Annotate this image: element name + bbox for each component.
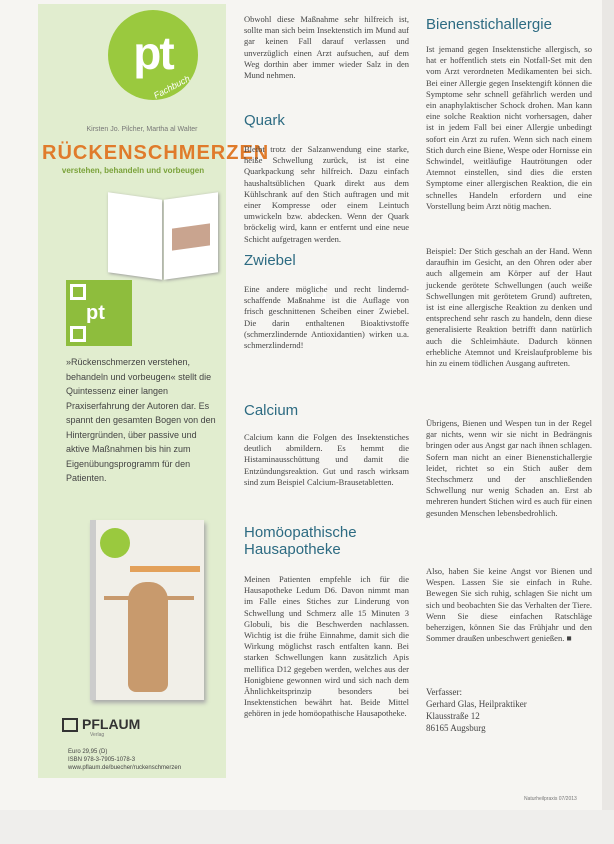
price: Euro 29,95 (D) — [68, 749, 108, 755]
paragraph-quark: Bleibt trotz der Salzanwendung eine starke, heiße Schwellung zurück, ist ist eine Quarkpackung sehr hilfreich. Dazu einfach haushaltsüblichen Quark direkt aus dem Kühlschrank auf den Stich auftragen und mit einer Kompresse oder einem Leintuch umwickeln bzw. abdecken. Wenn der Quark bröckelig wird, kann er entfernt und eine neue Schicht aufgetragen werden. — [244, 144, 409, 244]
paragraph-homoeopathie: Meinen Patienten empfehle ich für die Hausapotheke Ledum D6. Davon nimmt man im Falle eines Stiches zur Linderung von Schwellung und Schmerz alle 15 Minuten 3 Globuli, bis die Beschwerden nachlassen. Wichtig ist die frühe Einnahme, damit sich die Wirkung möglichst rasch entfalten kann. Bei starken Schwellungen kann zusätzlich Apis mellifica D12 gegeben werden, welches aus der Honigbiene gewonnen wird und sich nach dem Ähnlichkeitsprinzip besonders bei Insektenstichen bewährt hat. Beide Mittel gehören in jede homöopathische Hausapotheke. — [244, 574, 409, 719]
logo-text: pt — [133, 27, 173, 79]
book-cover-image — [90, 520, 204, 700]
intro-paragraph: Obwohl diese Maßnahme sehr hilfreich ist, sollte man sich beim Insektenstich im Mund auf gar keinen Fall darauf verlassen und unverzüglich einen Arzt aufsuchen, auf dem Weg dorthin aber immer wieder Salz in den Mund nehmen. — [244, 14, 409, 81]
qr-label: pt — [86, 302, 105, 324]
author-street: Klausstraße 12 — [426, 711, 480, 721]
heading-calcium: Calcium — [244, 402, 299, 419]
book-url[interactable]: www.pflaum.de/buecher/ruckenschmerzen — [68, 765, 182, 771]
heading-homoeopathie: Homöopathische Hausapotheke — [244, 524, 357, 558]
heading-quark: Quark — [244, 112, 285, 129]
book-title: RÜCKENSCHMERZEN — [42, 142, 270, 164]
author-block — [426, 686, 592, 734]
book-info — [68, 748, 228, 772]
author-name: Gerhard Glas, Heilpraktiker — [426, 699, 527, 709]
logo-subtext: Fachbuch — [151, 73, 192, 101]
isbn: ISBN 978-3-7905-1078-3 — [68, 757, 136, 763]
publisher-name: PFLAUM — [82, 716, 141, 732]
pt-logo — [108, 10, 198, 100]
author-label: Verfasser: — [426, 687, 462, 697]
page-edge-shadow — [0, 810, 614, 844]
paragraph-bienenstichallergie: Ist jemand gegen Insektenstiche allergisch, so hat er hoffentlich stets ein Notfall-Set mit den vom Arzt verordneten Medikamenten bei sich. Bei einer Allergie gegen Insektengift können die Symptome sehr schnell gefährlich werden und ein anaphylaktischer Schock drohen. Man kann eine solche Reaktion nicht vorhersagen, daher ist in jedem Fall bei einer Allergie unbedingt sofort ein Arzt zu rufen. Wenn sich nach einem Stich durch eine Biene, Wespe oder Hornisse ein Schwindel, weitläufige Hautrötungen oder Atemnot einstellen, sind dies die ersten Symptome einer allergischen Reaktion, die ein schnelles Handeln erfordern und eine Vorstellung beim Arzt nötig machen. — [426, 44, 592, 211]
paragraph-calcium: Calcium kann die Folgen des Insektenstiches deutlich abmildern. Es hemmt die Histaminausschüttung und damit die Entzündungsreaktion. Gut und rasch wirksam sind zum Beispiel Calcium-Brausetabletten. — [244, 432, 409, 487]
book-blurb: »Rückenschmerzen verstehen, behandeln und vorbeugen« stellt die Quintessenz einer langen Praxiserfahrung der Autoren dar. Es spannt den gesamten Bogen von den Hintergründen, über passive und aktive Maßnahmen bis hin zum Eigenübungsprogramm für den Patienten. — [66, 357, 216, 483]
publisher-mark-icon — [62, 718, 78, 732]
paragraph-zwiebel: Eine andere mögliche und recht lindernd-schaffende Maßnahme ist die Auflage von frisch geschnittenen Scheiben einer Zwiebel. Die darin enthaltenen Bioaktivstoffe (schmerzlindernde Antioxidantien) wirken u.a. schmerzlindernd! — [244, 284, 409, 351]
book-authors: Kirsten Jo. Pilcher, Martha al Walter — [86, 126, 198, 133]
qr-code-icon[interactable] — [66, 280, 132, 346]
heading-bienenstichallergie: Bienenstichallergie — [426, 16, 552, 33]
author-city: 86165 Augsburg — [426, 723, 486, 733]
publisher-sub: Verlag — [90, 732, 105, 738]
publisher-logo — [62, 716, 140, 732]
book-spread-image — [108, 196, 220, 282]
paragraph-ubrigens: Übrigens, Bienen und Wespen tun in der Regel gar nichts, wenn wir sie nicht in Bedrängnis bringen oder aus Angst gar nach ihnen schlagen. Sofern man nicht an einer Bienenstichallergie leidet, richtet so ein Stich außer dem Stechschmerz und der anschließenden Schwellung nur wenig Schaden an. Erst ab mehreren hundert Stichen wird es auch für einen gesunden Menschen lebensbedrohlich. — [426, 418, 592, 518]
book-subtitle: verstehen, behandeln und vorbeugen — [61, 166, 205, 175]
page-footer: Naturheilpraxis 07/2013 — [524, 796, 577, 802]
paragraph-also: Also, haben Sie keine Angst vor Bienen und Wespen. Lassen Sie sie einfach in Ruhe. Bewegen Sie sich ruhig, schlagen Sie nicht um sich und beobachten Sie das Verhalten der Tiere. Wenn Sie diese einfachen Ratschläge beherzigen, können Sie das Frühjahr und den Sommer draußen unbeschwert genießen. ■ — [426, 566, 592, 644]
heading-zwiebel: Zwiebel — [244, 252, 296, 269]
paragraph-beispiel: Beispiel: Der Stich geschah an der Hand. Wenn daraufhin im Gesicht, an den Ohren oder aber auch allgemein am Körper auf der Haut juckende gerötete Schwellungen (auch weiße Schwellungen mit gerötetem Grund) auftreten, ist ist eine allergische Reaktion zu denken und entsprechend sehr rasch zu handeln, denn diese generalisierte Reaktion betrifft dann natürlich auch die Schleimhäute. Dadurch können erhebliche Atemnot und Kreislaufprobleme bis hin zu einem tödlichen Ausgang auftreten. — [426, 246, 592, 369]
